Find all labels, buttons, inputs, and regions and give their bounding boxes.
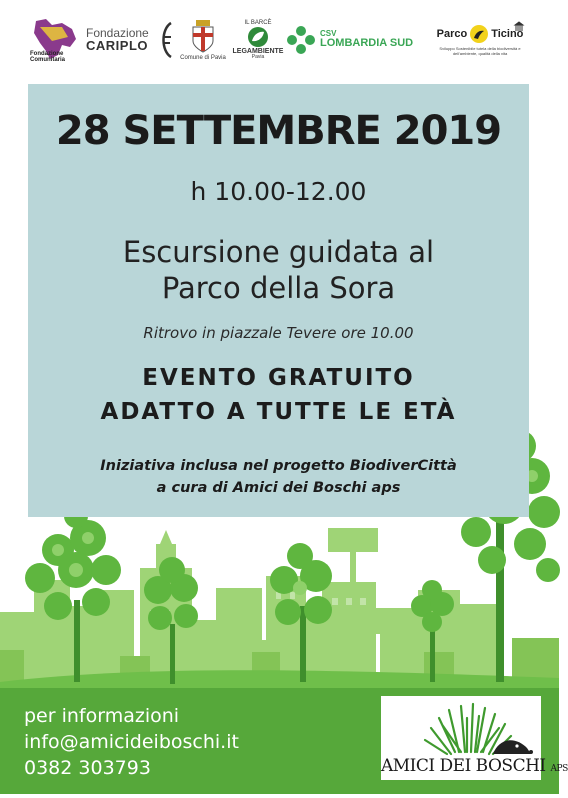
event-title xyxy=(28,234,529,306)
free-event-line-1: EVENTO GRATUITO xyxy=(142,365,415,391)
amici-dei-boschi-name: AMICI DEI BOSCHI xyxy=(381,756,546,776)
cariplo-top-label: Fondazione xyxy=(86,25,149,40)
project-credit xyxy=(28,455,529,499)
coat-of-arms-icon xyxy=(191,19,215,53)
hedgehog-icon xyxy=(381,698,541,760)
amici-dei-boschi-label xyxy=(381,756,568,776)
cariplo-bottom-label: CARIPLO xyxy=(86,38,148,54)
free-event-line-2: ADATTO A TUTTE LE ETÀ xyxy=(100,399,457,425)
unesco-icon xyxy=(514,16,524,26)
comune-pavia-logo xyxy=(178,14,228,66)
amici-dei-boschi-logo xyxy=(381,696,568,780)
meeting-point: Ritrovo in piazzale Tevere ore 10.00 xyxy=(143,324,414,342)
event-info-panel xyxy=(28,84,529,517)
heron-icon xyxy=(469,24,489,44)
cariplo-logo xyxy=(86,14,154,66)
csv-logo xyxy=(286,14,428,66)
parco-label: Parco xyxy=(436,27,468,40)
project-credit-line-2: a cura di Amici dei Boschi aps xyxy=(156,480,401,496)
contact-phone[interactable]: 0382 303793 xyxy=(24,757,151,779)
legambiente-logo xyxy=(230,14,286,66)
comune-pavia-label: Comune di Pavia xyxy=(180,54,226,61)
parco-note: Sviluppo Sostenibile tutela della biodiversità e dell'ambiente, qualità della vita xyxy=(439,46,521,56)
event-title-line-2: Parco della Sora xyxy=(161,271,396,305)
csv-label: LOMBARDIA SUD xyxy=(320,37,414,50)
legambiente-city-label: Pavia xyxy=(251,54,265,61)
event-hours: h 10.00-12.00 xyxy=(190,177,367,206)
sponsor-logos xyxy=(0,0,559,80)
project-credit-line-1: Iniziativa inclusa nel progetto BiodiverCittà xyxy=(100,458,457,474)
event-date: 28 SETTEMBRE 2019 xyxy=(55,108,502,154)
fondazione-comunitaria-logo xyxy=(30,14,82,66)
ticino-label: Ticino xyxy=(491,27,524,40)
amici-dei-boschi-suffix: APS xyxy=(550,764,568,774)
legambiente-label: LEGAMBIENTE xyxy=(232,47,284,55)
event-title-line-1: Escursione guidata al xyxy=(122,235,435,269)
csv-small-label: CSV xyxy=(320,29,337,39)
legambiente-top-label: IL BARCÈ xyxy=(244,19,272,26)
leaf-icon xyxy=(247,26,269,48)
contact-label: per informazioni xyxy=(24,705,180,727)
contact-email[interactable]: info@amicideiboschi.it xyxy=(24,731,239,753)
contact-info xyxy=(24,703,239,781)
free-event-notice xyxy=(28,361,529,429)
fondazione-comunitaria-label: Fondazione Comunitaria xyxy=(30,50,66,63)
csv-flower-icon xyxy=(286,25,316,55)
cariplo-emblem-icon xyxy=(156,14,176,66)
